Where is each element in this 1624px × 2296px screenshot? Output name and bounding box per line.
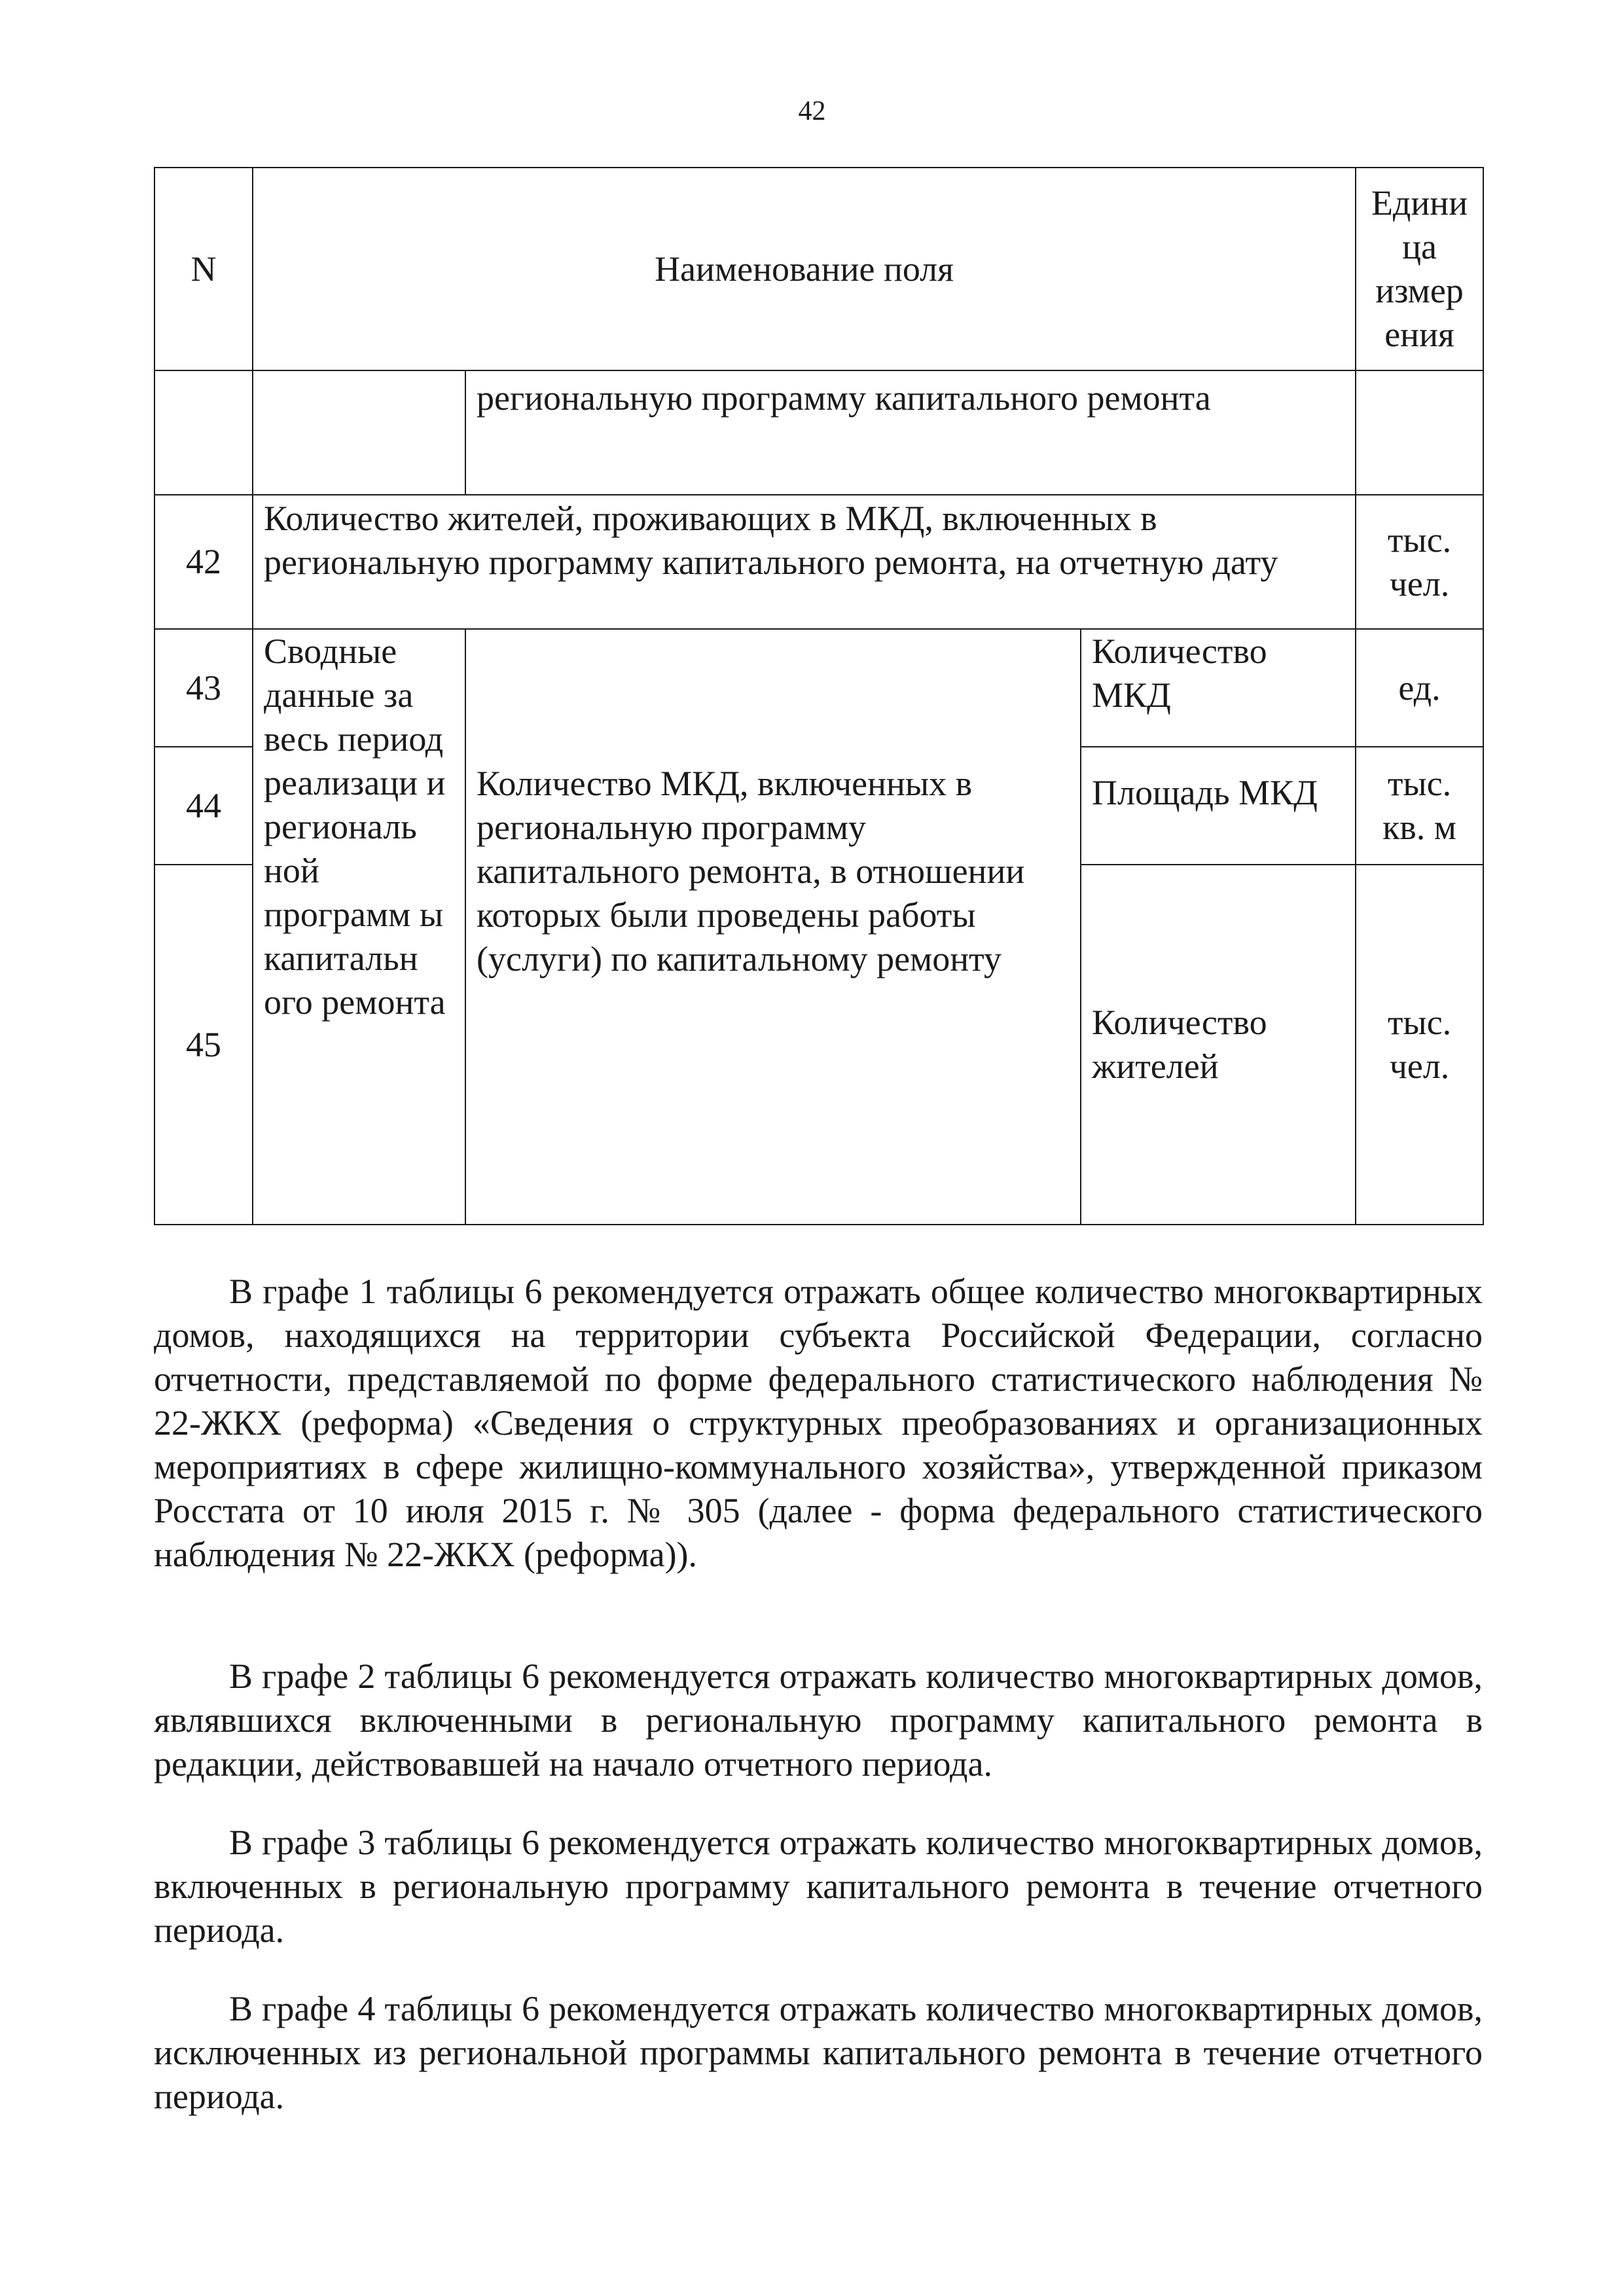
row-field-name: Площадь МКД	[1081, 747, 1356, 865]
row-field-name: Количество жителей	[1081, 865, 1356, 1225]
table-row	[154, 495, 1483, 629]
row-number: 45	[154, 865, 253, 1225]
paragraph-column-3: В графе 3 таблицы 6 рекомендуется отражать количество многоквартирных домов, включенных в региональную программу капитального ремонта в течение отчетного периода.	[154, 1823, 1483, 1950]
cell-empty	[1356, 370, 1483, 495]
table-row	[154, 629, 1483, 747]
row-unit: ед.	[1356, 629, 1483, 747]
row-number: 44	[154, 747, 253, 865]
table-header-row	[154, 168, 1483, 370]
header-unit: Едини ца измер ения	[1356, 168, 1483, 370]
paragraph-column-2: В графе 2 таблицы 6 рекомендуется отражать количество многоквартирных домов, являвшихся включенными в региональную программу капитального ремонта в редакции, действовавшей на начало отчетного периода.	[154, 1657, 1483, 1784]
cell-empty	[154, 370, 253, 495]
row-unit: тыс. чел.	[1356, 495, 1483, 629]
row-unit: тыс. чел.	[1356, 865, 1483, 1225]
fields-table	[154, 167, 1484, 1225]
paragraph-column-4: В графе 4 таблицы 6 рекомендуется отражать количество многоквартирных домов, исключенных из региональной программы капитального ремонта в течение отчетного периода.	[154, 1989, 1483, 2116]
header-n: N	[154, 168, 253, 370]
summary-sub-label: Количество МКД, включенных в региональную программу капитального ремонта, в отношении которых были проведены работы (услуги) по капитальному ремонту	[465, 629, 1081, 1225]
continuation-text: региональную программу капитального ремонта	[465, 370, 1356, 495]
row-number: 42	[154, 495, 253, 629]
row-unit: тыс. кв. м	[1356, 747, 1483, 865]
table-row-continuation	[154, 370, 1483, 495]
row-field-name: Количество жителей, проживающих в МКД, включенных в региональную программу капитального ремонта, на отчетную дату	[253, 495, 1356, 629]
cell-empty	[253, 370, 465, 495]
paragraph-column-1: В графе 1 таблицы 6 рекомендуется отражать общее количество многоквартирных домов, находящихся на территории субъекта Российской Федерации, согласно отчетности, представляемой по форме федерального статистического наблюдения № 22-ЖКХ (реформа) «Сведения о структурных преобразованиях и организационных мероприятиях в сфере жилищно-коммунального хозяйства», утвержденной приказом Росстата от 10 июля 2015 г. № 305 (далее - форма федерального статистического наблюдения № 22-ЖКХ (реформа)).	[154, 1272, 1483, 1574]
summary-group-label: Сводные данные за весь период реализаци и региональ ной программ ы капитальн ого ремонта	[253, 629, 465, 1225]
page-number: 42	[798, 96, 826, 126]
row-field-name: Количество МКД	[1081, 629, 1356, 747]
header-field-name: Наименование поля	[253, 168, 1356, 370]
row-number: 43	[154, 629, 253, 747]
